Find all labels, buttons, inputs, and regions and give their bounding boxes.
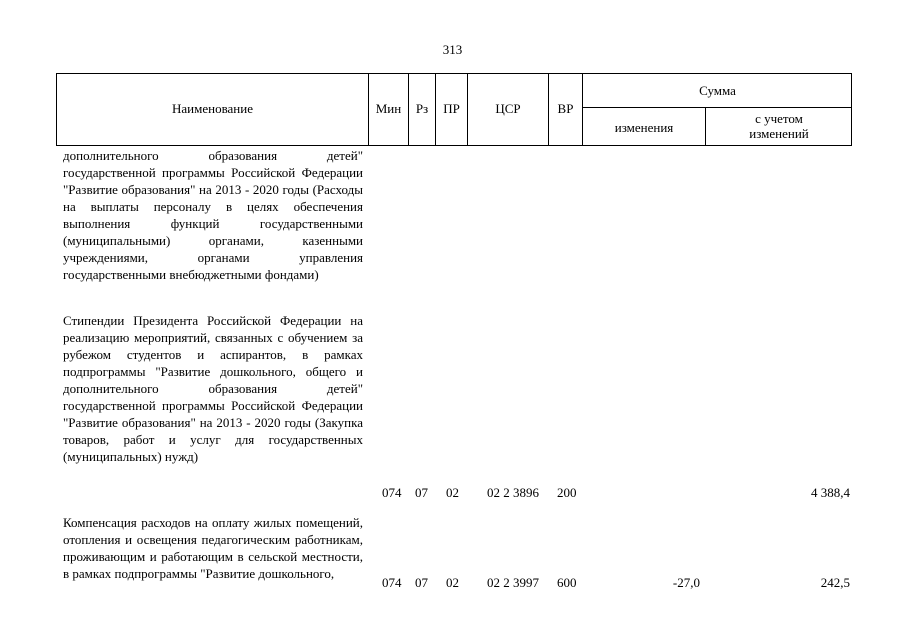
row-change: -27,0 [672, 575, 700, 590]
header-sum-divider [582, 107, 852, 108]
row-min: 074 [382, 575, 402, 590]
header-pr: ПР [443, 101, 460, 116]
row-name: Стипендии Президента Российской Федерации на реализацию мероприятий, связанных с обучением за рубежом студентов и аспирантов, в рамках подпрограммы "Развитие дошкольного, общего и дополнительного образования детей" государственной программы Российской Федерации "Развитие образования" на 2013 - 2020 годы (Закупка товаров, работ и услуг для государственных (муниципальных) нужд) [63, 313, 363, 464]
row-total: 4 388,4 [811, 485, 850, 500]
row-name: Компенсация расходов на оплату жилых помещений, отопления и освещения педагогическим работникам, проживающим и работающим в сельской местности, в рамках подпрограммы "Развитие дошкольного, [63, 515, 363, 581]
row-vr: 200 [557, 485, 577, 500]
header-with-change: с учетом изменений [749, 111, 809, 141]
row-pr: 02 [446, 575, 459, 590]
page-number: 313 [442, 42, 463, 57]
row-total: 242,5 [820, 575, 850, 590]
row-min: 074 [382, 485, 402, 500]
row-csr: 02 2 3997 [487, 575, 539, 590]
header-change: изменения [614, 120, 674, 135]
row-pr: 02 [446, 485, 459, 500]
header-sum: Сумма [699, 83, 736, 98]
row-vr: 600 [557, 575, 577, 590]
header-csr: ЦСР [495, 101, 521, 116]
row-rz: 07 [415, 485, 428, 500]
row-rz: 07 [415, 575, 428, 590]
header-vr: ВР [557, 101, 574, 116]
header-name: Наименование [172, 101, 253, 116]
row-csr: 02 2 3896 [487, 485, 539, 500]
row-name: дополнительного образования детей" государственной программы Российской Федерации "Развитие образования" на 2013 - 2020 годы (Расходы на выплаты персоналу в целях обеспечения выполнения функций государственными (муниципальными) органами, казенными учреждениями, органами управления государственными внебюджетными фондами) [63, 148, 363, 282]
header-rz: Рз [415, 101, 429, 116]
header-min: Мин [375, 101, 402, 116]
